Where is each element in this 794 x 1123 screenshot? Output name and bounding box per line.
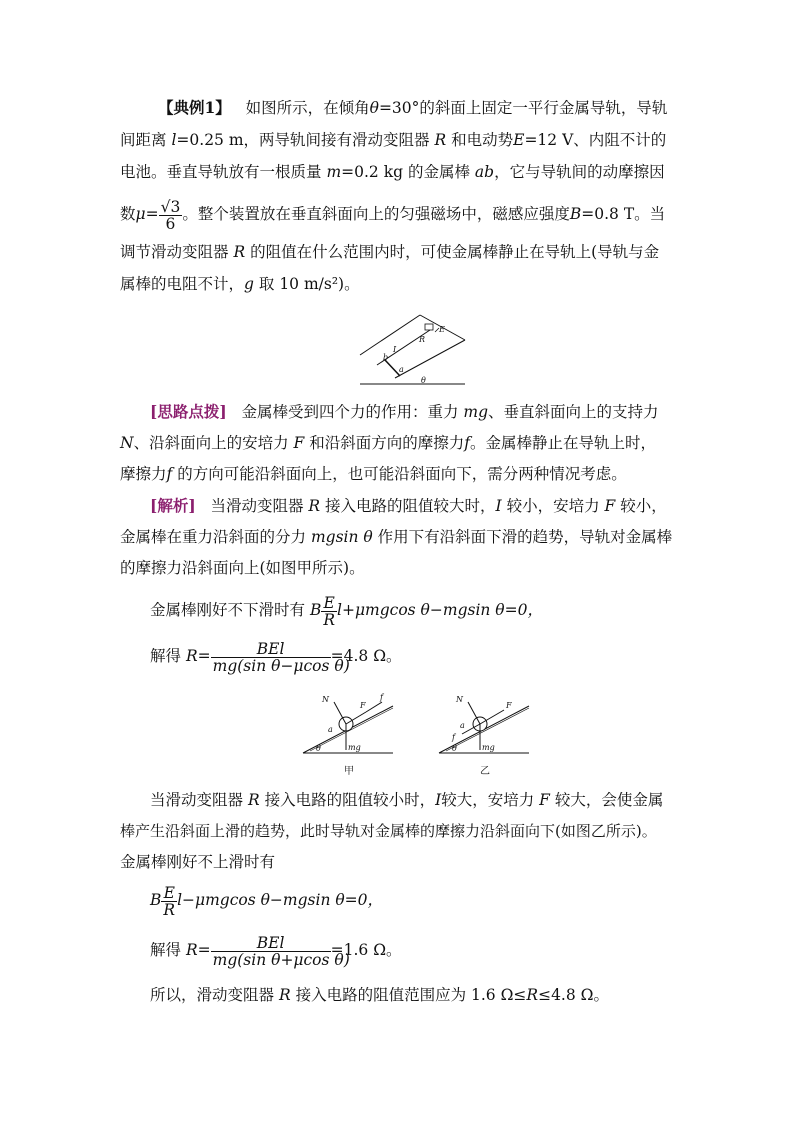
hint-line-1: [思路点拨] 金属棒受到四个力的作用：重力 mg、垂直斜面向上的支持力 [150,402,659,421]
label-F: F [360,701,366,710]
label-b: b [383,353,389,362]
analysis-label: [解析] [150,496,196,515]
metal-rod [385,360,400,376]
example-line-2: 间距离 l=0.25 m，两导轨间接有滑动变阻器 R 和电动势E=12 V、内阻不计的 [120,131,667,149]
label-f: f [452,733,455,742]
mu-fraction: $\frac{√3}{6}$ [160,197,181,233]
example-line-5: 调节滑动变阻器 R 的阻值在什么范围内时，可使金属棒静止在导轨上(导轨与金 [120,243,660,261]
example-line-6: 属棒的电阻不计，g 取 10 m/s²)。 [120,275,360,293]
label-a: a [399,365,404,374]
solution-1-fraction: $\frac{\text{BEl}}{\text{mg(sin θ−μcos θ)}}$ [212,639,350,675]
equation-1: 金属棒刚好不下滑时有 B $\frac{E}{R}$ l+μmgcos θ−mgsin θ=0， [150,593,543,629]
arrow-F [480,710,504,724]
force-diagram-jia [298,688,398,780]
label-a: a [460,721,465,730]
conclusion: 所以，滑动变阻器 R 接入电路的阻值范围应为 1.6 Ω≤R≤4.8 Ω。 [150,986,609,1004]
arrow-f [366,702,382,712]
analysis-line-1: [解析] 当滑动变阻器 R 接入电路的阻值较大时，I 较小，安培力 F 较小， [150,496,667,515]
label-f: f [380,693,383,702]
example-line-4: 数μ= $\frac{√3}{6}$ 。整个装置放在垂直斜面向上的匀强磁场中，磁感应强度B=0.8 T。当 [120,197,666,233]
example-label: 【典例1】 [158,98,231,117]
label-a: a [328,725,333,734]
hint-label: [思路点拨] [150,402,227,421]
analysis-line-2: 金属棒在重力沿斜面的分力 mgsin θ 作用下有沿斜面下滑的趋势，导轨对金属棒 [120,528,673,546]
caption-jia: 甲 [344,766,354,777]
rail-top-1 [360,315,420,355]
label-mg: mg [348,743,361,752]
caption-yi: 乙 [480,766,490,777]
hint-line-2: N、沿斜面向上的安培力 F 和沿斜面方向的摩擦力f。金属棒静止在导轨上时， [120,434,656,452]
hint-line-3: 摩擦力f 的方向可能沿斜面向上，也可能沿斜面向下，需分两种情况考虑。 [120,465,627,483]
force-diagram-yi [434,688,534,780]
equation-2: B $\frac{E}{R}$ l−μmgcos θ−mgsin θ=0， [150,883,384,919]
analysis-p2-line-1: 当滑动变阻器 R 接入电路的阻值较小时，I较大，安培力 F 较大，会使金属 [150,791,664,809]
label-N: N [322,695,329,704]
label-R: R [419,335,426,344]
analysis-p2-line-3: 金属棒刚好不上滑时有 [120,853,276,871]
example-line-3: 电池。垂直导轨放有一根质量 m=0.2 kg 的金属棒 ab，它与导轨间的动摩擦因 [120,163,665,181]
example-line-1: 【典例1】 如图所示，在倾角θ=30°的斜面上固定一平行金属导轨，导轨 [158,98,668,117]
label-E: E [439,325,445,334]
label-theta: θ [316,744,321,753]
incline-rail-figure [355,310,470,390]
resistor-symbol [425,324,433,330]
analysis-line-3: 的摩擦力沿斜面向上(如图甲所示)。 [120,559,365,577]
solution-2: 解得 R= $\frac{\text{BEl}}{\text{mg(sin θ+μcos θ)}}$ =1.6 Ω。 [150,933,402,969]
label-theta: θ [421,376,426,385]
analysis-p2-line-2: 棒产生沿斜面上滑的趋势，此时导轨对金属棒的摩擦力沿斜面向下(如图乙所示)。 [120,822,657,840]
solution-2-fraction: $\frac{\text{BEl}}{\text{mg(sin θ+μcos θ)}}$ [212,933,350,969]
label-theta: θ [452,744,457,753]
e-over-r-fraction-2: $\frac{E}{R}$ [163,883,176,919]
label-I: I [393,345,397,354]
e-over-r-fraction-1: $\frac{E}{R}$ [323,593,336,629]
label-N: N [456,695,463,704]
label-mg: mg [482,743,495,752]
label-F: F [506,701,512,710]
solution-1: 解得 R= $\frac{\text{BEl}}{\text{mg(sin θ−μcos θ)}}$ =4.8 Ω。 [150,639,402,675]
